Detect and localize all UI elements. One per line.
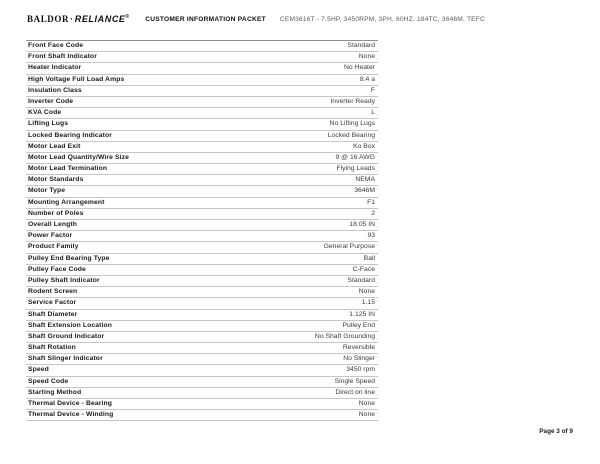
spec-label: Front Shaft Indicator <box>28 53 97 61</box>
table-row <box>26 354 378 365</box>
spec-label: Thermal Device - Winding <box>28 411 114 419</box>
spec-label: Power Factor <box>28 232 73 240</box>
spec-label: Shaft Extension Location <box>28 321 112 329</box>
spec-value: Single Speed <box>334 377 375 385</box>
spec-label: Pulley Shaft Indicator <box>28 276 100 284</box>
spec-value: Standard <box>347 42 375 49</box>
spec-label: High Voltage Full Load Amps <box>28 75 125 83</box>
spec-value: NEMA <box>355 176 375 184</box>
document-title: CUSTOMER INFORMATION PACKET <box>145 15 266 23</box>
table-row <box>26 321 378 332</box>
spec-label: Motor Standards <box>28 176 84 184</box>
spec-label: Overall Length <box>28 221 77 228</box>
spec-value: Locked Bearing <box>327 131 375 139</box>
spec-label: Mounting Arrangement <box>28 198 105 206</box>
table-row <box>26 298 378 309</box>
spec-value: General Purpose <box>323 243 375 251</box>
spec-label: Motor Lead Exit <box>28 142 81 150</box>
spec-value: No Shaft Grounding <box>314 332 375 340</box>
spec-value: Direct on line <box>335 388 375 396</box>
spec-value: 3450 rpm <box>346 366 375 374</box>
spec-value: Ball <box>363 254 375 262</box>
spec-value: Ko Box <box>353 142 375 150</box>
spec-label: Motor Lead Termination <box>28 165 108 173</box>
spec-label: Locked Bearing Indicator <box>28 131 112 139</box>
spec-value: Pulley End <box>342 321 375 329</box>
spec-value: 1.125 IN <box>349 310 375 318</box>
registered-mark-icon: ® <box>125 14 130 20</box>
spec-value: 3646M <box>354 187 375 195</box>
spec-value: None <box>358 53 375 61</box>
spec-label: Product Family <box>28 243 79 251</box>
brand-reliance: RELIANCE <box>74 14 126 24</box>
spec-label: Shaft Diameter <box>28 310 78 318</box>
table-row <box>26 52 378 63</box>
table-row <box>26 41 378 52</box>
table-row <box>26 343 378 354</box>
table-row <box>26 75 378 86</box>
spec-label: Inverter Code <box>28 97 74 105</box>
table-row <box>26 265 378 276</box>
spec-value: Inverter Ready <box>330 97 375 105</box>
spec-value: None <box>358 400 375 407</box>
spec-label: Pulley End Bearing Type <box>28 254 110 262</box>
spec-label: Speed <box>28 366 49 374</box>
document-header <box>27 14 485 24</box>
spec-label: Number of Poles <box>28 209 84 217</box>
table-row <box>26 97 378 108</box>
spec-value: C-Face <box>352 265 375 273</box>
product-description: CEM3616T - 7.5HP, 3450RPM, 3PH, 60HZ, 184TC, 3646M, TEFC <box>279 15 485 23</box>
spec-value: None <box>358 288 375 296</box>
spec-label: Motor Lead Quantity/Wire Size <box>28 153 130 161</box>
spec-value: L <box>371 109 375 117</box>
spec-value: 8.4 a <box>359 75 375 83</box>
spec-label: Front Face Code <box>28 42 84 49</box>
table-row <box>26 209 378 220</box>
spec-label: Starting Method <box>28 388 82 396</box>
table-row <box>26 332 378 343</box>
table-row <box>26 410 378 420</box>
table-row <box>26 310 378 321</box>
table-row <box>26 142 378 153</box>
table-row <box>26 287 378 298</box>
table-row <box>26 131 378 142</box>
table-row <box>26 164 378 175</box>
table-row <box>26 231 378 242</box>
spec-value: F1 <box>367 198 375 206</box>
table-row <box>26 175 378 186</box>
spec-value: None <box>358 411 375 419</box>
brand-separator: · <box>70 14 74 24</box>
spec-value: Reversible <box>342 344 375 352</box>
spec-value: No Slinger <box>343 355 375 363</box>
table-row <box>26 276 378 287</box>
brand-baldor: BALDOR <box>27 14 70 24</box>
table-row <box>26 365 378 376</box>
spec-label: Insulation Class <box>28 86 82 94</box>
spec-table <box>26 40 378 421</box>
spec-label: KVA Code <box>28 109 62 117</box>
spec-label: Motor Type <box>28 187 66 195</box>
spec-label: Pulley Face Code <box>28 265 86 273</box>
spec-value: No Lifting Lugs <box>329 120 375 128</box>
table-row <box>26 377 378 388</box>
page-number: Page 3 of 9 <box>539 428 573 435</box>
table-row <box>26 254 378 265</box>
spec-value: 93 <box>367 232 375 240</box>
spec-label: Rodent Screen <box>28 288 78 296</box>
spec-value: No Heater <box>344 64 375 72</box>
table-row <box>26 86 378 97</box>
table-row <box>26 119 378 130</box>
table-row <box>26 399 378 410</box>
spec-label: Lifting Lugs <box>28 120 69 128</box>
spec-value: 1.15 <box>361 299 375 307</box>
spec-label: Thermal Device - Bearing <box>28 400 112 407</box>
spec-label: Shaft Ground Indicator <box>28 332 105 340</box>
spec-value: 2 <box>371 209 375 217</box>
spec-label: Shaft Rotation <box>28 344 76 352</box>
spec-label: Heater Indicator <box>28 64 82 72</box>
table-row <box>26 198 378 209</box>
brand-logo <box>27 14 129 24</box>
table-row <box>26 242 378 253</box>
table-row <box>26 186 378 197</box>
table-row <box>26 63 378 74</box>
table-row <box>26 388 378 399</box>
spec-value: Flying Leads <box>336 165 375 173</box>
spec-value: 18.05 IN <box>349 221 375 228</box>
spec-value: F <box>370 86 375 94</box>
spec-label: Speed Code <box>28 377 69 385</box>
spec-label: Shaft Slinger Indicator <box>28 355 103 363</box>
table-row <box>26 153 378 164</box>
spec-value: 9 @ 16 AWG <box>335 153 375 161</box>
spec-label: Service Factor <box>28 299 77 307</box>
table-row <box>26 220 378 231</box>
spec-value: Standard <box>347 276 375 284</box>
table-row <box>26 108 378 119</box>
